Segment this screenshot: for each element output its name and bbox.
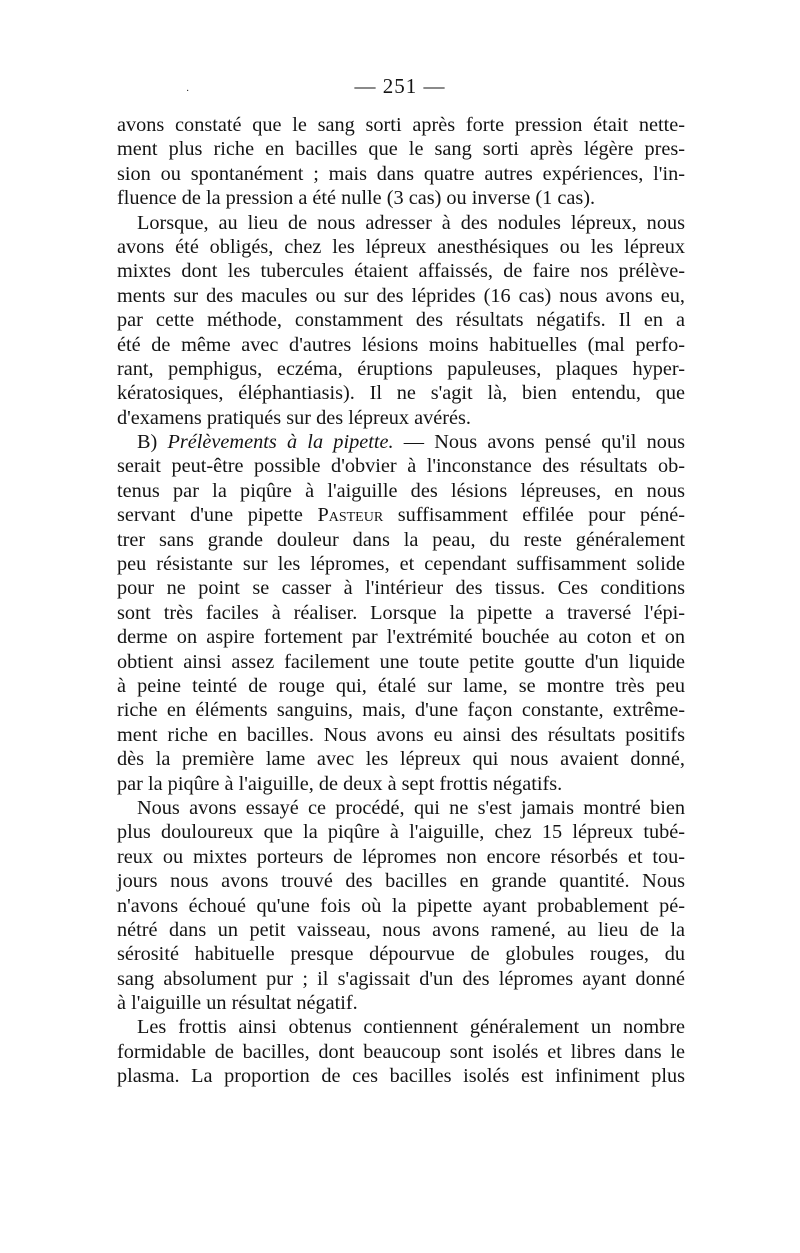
text-line: tenus par la piqûre à l'aiguille des lésions lépreuses, en nous	[117, 479, 685, 502]
section-heading-line	[117, 430, 685, 454]
text-line: peu résistante sur les lépromes, et cependant suffisamment solide	[117, 553, 685, 576]
text-line: sont très faciles à réaliser. Lorsque la pipette a traversé l'épi-	[117, 601, 685, 624]
text-line: sion ou spontanément ; mais dans quatre autres expériences, l'in-	[117, 162, 685, 185]
text-line: Lorsque, au lieu de nous adresser à des nodules lépreux, nous	[137, 211, 685, 234]
paragraph-1	[117, 113, 685, 211]
text-line: ments sur des macules ou sur des léprides (16 cas) nous avons eu,	[117, 284, 685, 307]
text-line: ment riche en bacilles. Nous avons eu ainsi des résultats positifs	[117, 723, 685, 746]
text-fragment: suffisamment effilée pour péné-	[397, 504, 686, 527]
text-line: Nous avons essayé ce procédé, qui ne s'est jamais montré bien	[137, 796, 685, 819]
text-line: jours nous avons trouvé des bacilles en grande quantité. Nous	[117, 870, 685, 893]
text-line: Les frottis ainsi obtenus contiennent généralement un nombre	[137, 1016, 685, 1039]
paragraph-4	[117, 796, 685, 1016]
proper-name: Pasteur	[317, 504, 384, 527]
text-line: plasma. La proportion de ces bacilles isolés est infiniment plus	[117, 1065, 685, 1088]
page-number: — 251 —	[354, 74, 446, 98]
text-line: obtient ainsi assez facilement une toute petite goutte d'un liquide	[117, 650, 685, 673]
text-line: serait peut-être possible d'obvier à l'inconstance des résultats ob-	[117, 455, 685, 478]
text-line: mixtes dont les tubercules étaient affaissés, de faire nos prélève-	[117, 260, 685, 283]
text-fragment: — Nous avons pensé qu'il nous	[403, 431, 685, 454]
text-line: par cette méthode, constamment des résultats négatifs. Il en a	[117, 309, 685, 332]
paragraph-5	[117, 1015, 685, 1088]
text-line: fluence de la pression a été nulle (3 cas) ou inverse (1 cas).	[117, 187, 596, 210]
section-heading: Prélèvements à la pipette.	[167, 431, 394, 454]
text-line: été de même avec d'autres lésions moins habituelles (mal perfo-	[117, 333, 685, 356]
text-line: rant, pemphigus, eczéma, éruptions papuleuses, plaques hyper-	[117, 357, 685, 380]
paragraph-2	[117, 211, 685, 431]
text-line: avons été obligés, chez les lépreux anesthésiques ou les lépreux	[117, 235, 685, 258]
text-line: ment plus riche en bacilles que le sang sorti après légère pres-	[117, 138, 685, 161]
text-line: trer sans grande douleur dans la peau, du reste généralement	[117, 528, 685, 551]
text-line: riche en éléments sanguins, mais, d'une façon constante, extrême-	[117, 699, 685, 722]
text-line: reux ou mixtes porteurs de lépromes non encore résorbés et tou-	[117, 845, 685, 868]
paragraph-3	[117, 430, 685, 796]
text-line: formidable de bacilles, dont beaucoup sont isolés et libres dans le	[117, 1040, 685, 1063]
text-line: d'examens pratiqués sur des lépreux avérés.	[117, 406, 471, 429]
text-line: dès la première lame avec les lépreux qui nous avaient donné,	[117, 748, 685, 771]
text-line: sérosité habituelle presque dépourvue de globules rouges, du	[117, 943, 685, 966]
text-line: à l'aiguille un résultat négatif.	[117, 992, 358, 1015]
section-label: B)	[137, 431, 158, 454]
text-line-with-name	[117, 503, 685, 527]
text-line: à peine teinté de rouge qui, étalé sur lame, se montre très peu	[117, 674, 685, 697]
text-line: sang absolument pur ; il s'agissait d'un des lépromes ayant donné	[117, 967, 685, 990]
text-line: derme on aspire fortement par l'extrémité bouchée au coton et on	[117, 626, 685, 649]
text-fragment: servant d'une pipette	[117, 504, 303, 527]
stray-mark: ·	[186, 86, 190, 97]
text-line: pour ne point se casser à l'intérieur des tissus. Ces conditions	[117, 577, 685, 600]
text-line: plus douloureux que la piqûre à l'aiguille, chez 15 lépreux tubé-	[117, 821, 685, 844]
body-text	[117, 113, 685, 1089]
text-line: nétré dans un petit vaisseau, nous avons ramené, au lieu de la	[117, 918, 685, 941]
text-line: n'avons échoué qu'une fois où la pipette ayant probablement pé-	[117, 894, 685, 917]
text-line: avons constaté que le sang sorti après forte pression était nette-	[117, 114, 685, 136]
text-line: par la piqûre à l'aiguille, de deux à sept frottis négatifs.	[117, 772, 563, 795]
text-line: kératosiques, éléphantiasis). Il ne s'agit là, bien entendu, que	[117, 382, 685, 405]
